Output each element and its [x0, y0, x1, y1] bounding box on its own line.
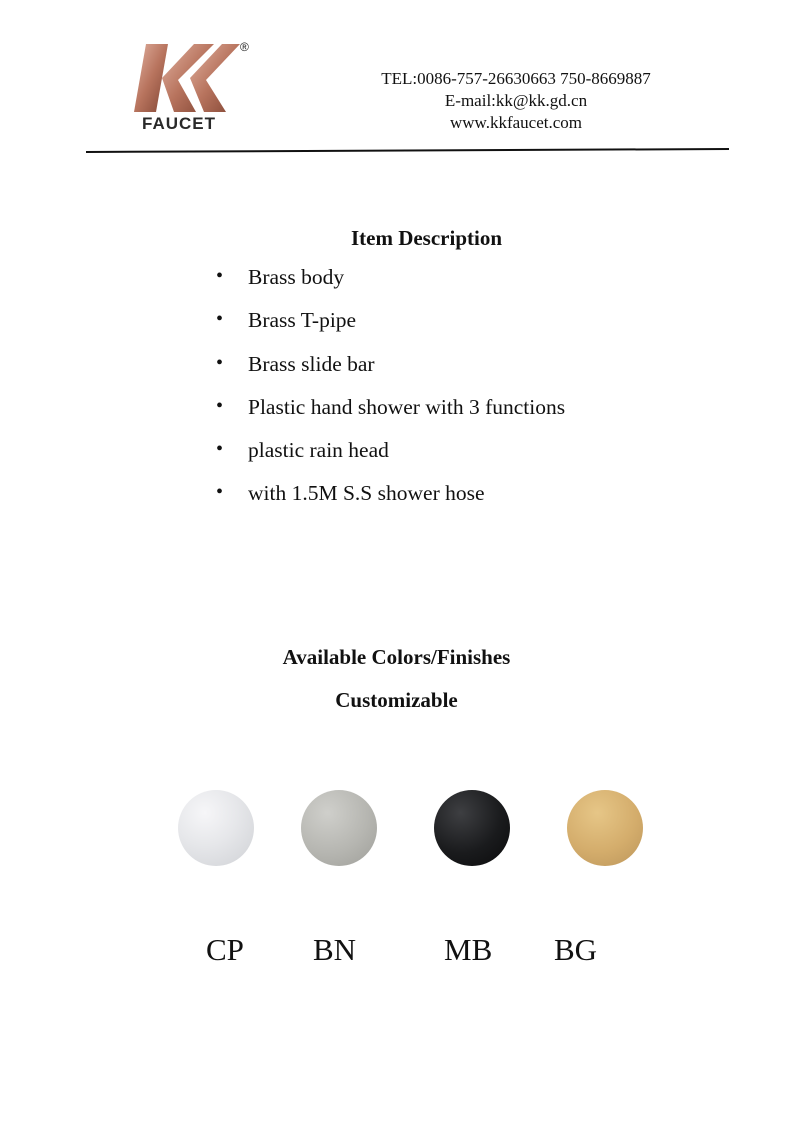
bullet: •	[216, 438, 224, 461]
contact-website: www.kkfaucet.com	[449, 113, 582, 132]
swatch-label-mb: MB	[444, 932, 493, 967]
swatch-label-bn: BN	[313, 932, 357, 967]
list-item	[216, 395, 565, 438]
contact-block	[330, 68, 702, 134]
feature-text: Brass slide bar	[248, 351, 375, 376]
feature-text: with 1.5M S.S shower hose	[248, 481, 485, 506]
bullet: •	[216, 351, 224, 374]
bullet: •	[216, 481, 224, 504]
feature-text: Brass T-pipe	[248, 308, 357, 333]
swatch-bg	[567, 790, 643, 866]
bullet: •	[216, 394, 224, 417]
swatch-cp	[178, 790, 254, 866]
registered-mark: ®	[240, 40, 249, 54]
bullet: •	[216, 308, 224, 331]
swatch-bn	[301, 790, 377, 866]
kk-faucet-logo	[132, 42, 254, 134]
available-finishes-title: Available Colors/Finishes	[282, 645, 511, 669]
list-item	[216, 352, 565, 395]
contact-email: E-mail:kk@kk.gd.cn	[444, 91, 588, 110]
feature-text: Plastic hand shower with 3 functions	[248, 394, 566, 419]
list-item	[216, 438, 565, 481]
swatch-mb	[434, 790, 510, 866]
swatch-label-cp: CP	[206, 932, 244, 967]
customizable-label: Customizable	[335, 688, 458, 712]
contact-tel: TEL:0086-757-26630663 750-8669887	[381, 69, 651, 88]
bullet: •	[216, 265, 224, 287]
header-divider	[86, 140, 729, 164]
kk-mark-icon	[132, 42, 242, 114]
item-description-title: Item Description	[350, 226, 503, 250]
feature-text: plastic rain head	[248, 438, 389, 463]
swatch-label-bg: BG	[554, 932, 598, 967]
list-item	[216, 308, 565, 351]
feature-text: Brass body	[248, 265, 345, 289]
feature-list	[216, 265, 565, 525]
logo-wordmark: FAUCET	[142, 114, 216, 133]
list-item	[216, 265, 565, 308]
list-item	[216, 481, 565, 524]
